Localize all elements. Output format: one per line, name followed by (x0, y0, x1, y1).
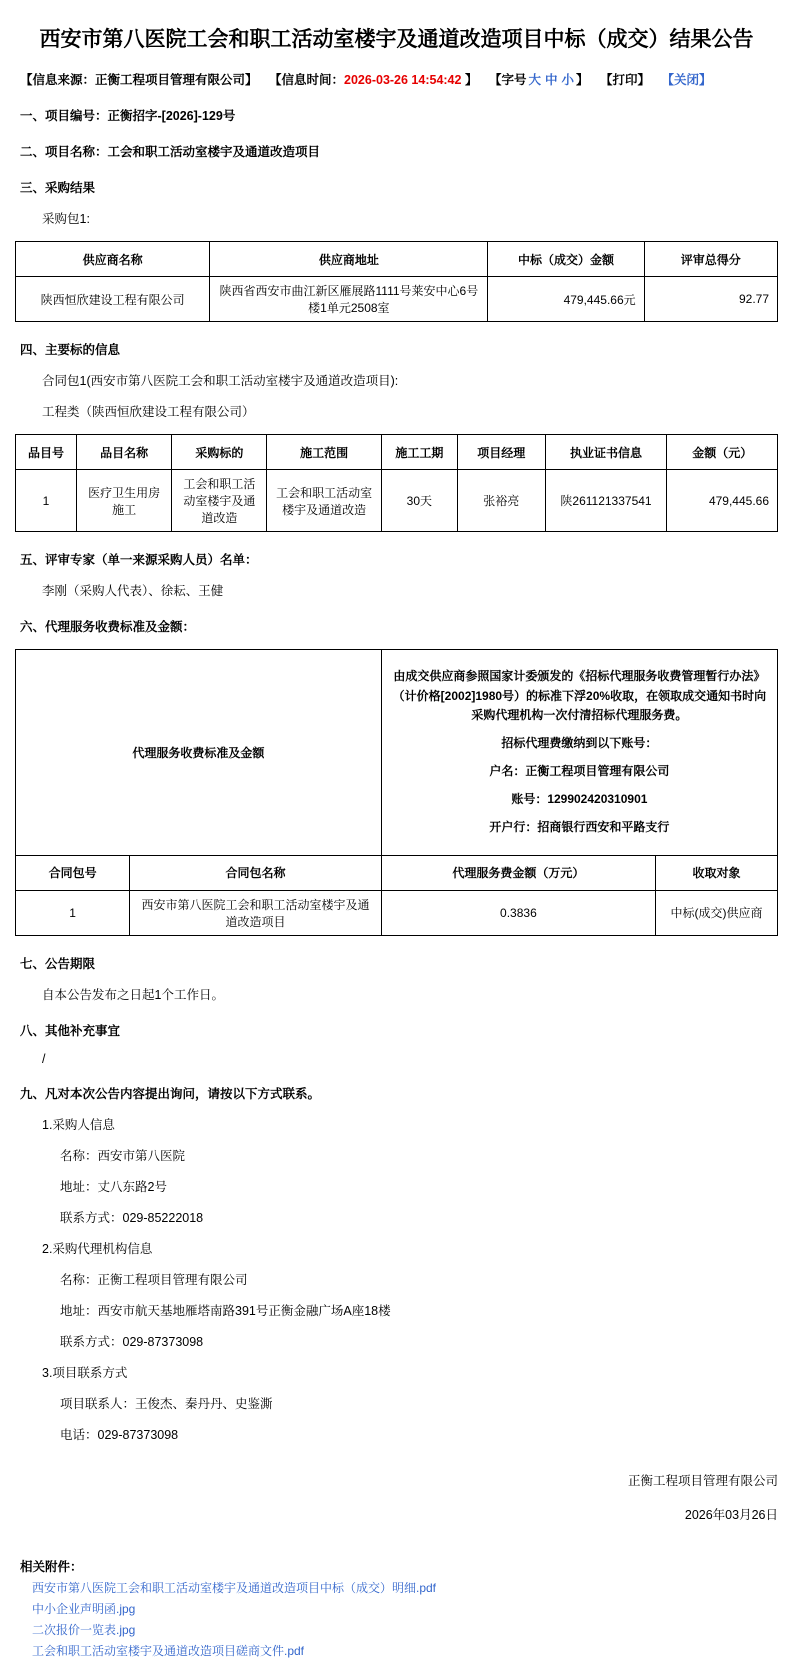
fee-notice-cell (381, 650, 777, 855)
subject-cell-manager: 张裕亮 (457, 470, 545, 532)
purchaser-phone: 联系方式：029-85222018 (60, 1210, 204, 1225)
info-time (269, 73, 477, 87)
project-contact-phone: 电话：029-87373098 (60, 1427, 179, 1442)
signature-block (15, 1471, 778, 1523)
result-table-header-row (16, 242, 778, 277)
attachments-block (20, 1557, 778, 1659)
section-1-heading: 一、项目编号：正衡招字-[2026]-129号 (20, 109, 236, 124)
table-row (16, 470, 778, 532)
subject-header-item-no: 品目号 (16, 435, 77, 470)
fontsize-large-button[interactable]: 大 (528, 73, 541, 88)
result-table (15, 241, 778, 322)
subject-cell-item-name: 医疗卫生用房施工 (76, 470, 171, 532)
fontsize-medium-button[interactable]: 中 (544, 73, 558, 88)
project-contact-title: 3.项目联系方式 (42, 1365, 128, 1380)
subject-header-procurement-subject: 采购标的 (172, 435, 267, 470)
fee-notice-row (16, 650, 778, 855)
section-4-heading: 四、主要标的信息 (20, 343, 121, 358)
fee-table (15, 649, 778, 935)
section-9-heading: 九、凡对本次公告内容提出询问，请按以下方式联系。 (20, 1086, 321, 1101)
fee-header-payer: 收取对象 (656, 855, 778, 890)
announcement-page (0, 26, 793, 1659)
result-header-score: 评审总得分 (644, 242, 777, 277)
result-cell-award-amount: 479,445.66元 (488, 277, 644, 322)
signature-date: 2026年03月26日 (684, 1507, 778, 1522)
info-time-value: 2026-03-26 14:54:42 (344, 73, 462, 88)
attachment-link-second-quote-list-jpg[interactable]: 二次报价一览表.jpg (32, 1622, 136, 1637)
agency-info-title: 2.采购代理机构信息 (42, 1241, 153, 1256)
subject-cell-procurement-subject: 工会和职工活动室楼宇及通道改造 (172, 470, 267, 532)
fee-header-package-name: 合同包名称 (130, 855, 381, 890)
subject-header-manager: 项目经理 (457, 435, 545, 470)
section-8-heading: 八、其他补充事宜 (20, 1023, 121, 1038)
notice-period-text: 自本公告发布之日起1个工作日。 (42, 987, 224, 1002)
purchaser-name: 名称：西安市第八医院 (60, 1148, 186, 1163)
fee-account-number: 账号：129902420310901 (511, 792, 648, 807)
info-time-suffix: 】 (464, 73, 478, 88)
result-header-supplier-name: 供应商名称 (16, 242, 210, 277)
subject-header-duration: 施工工期 (381, 435, 457, 470)
table-row (16, 890, 778, 935)
contract-package-line: 合同包1(西安市第八医院工会和职工活动室楼宇及通道改造项目): (42, 374, 399, 389)
result-header-supplier-address: 供应商地址 (210, 242, 488, 277)
fee-standard-label: 代理服务收费标准及金额 (16, 650, 382, 855)
signature-company: 正衡工程项目管理有限公司 (627, 1473, 778, 1488)
fee-cell-payer: 中标(成交)供应商 (656, 890, 778, 935)
fee-cell-package-name: 西安市第八医院工会和职工活动室楼宇及通道改造项目 (130, 890, 381, 935)
result-cell-supplier-address: 陕西省西安市曲江新区雁展路1111号莱安中心6号楼1单元2508室 (210, 277, 488, 322)
fontsize-small-button[interactable]: 小 (561, 73, 575, 88)
result-cell-score: 92.77 (644, 277, 777, 322)
subject-header-certificate: 执业证书信息 (545, 435, 667, 470)
package-label: 采购包1: (42, 212, 90, 227)
fee-notice-paragraph: 由成交供应商参照国家计委颁发的《招标代理服务收费管理暂行办法》（计价格[2002]1980号）的标准下浮20%收取，在领取成交通知书时向采购代理机构一次付清招标代理服务费。 (392, 669, 767, 722)
section-3-heading: 三、采购结果 (20, 181, 96, 196)
subject-table-header-row (16, 435, 778, 470)
fontsize-prefix: 【字号 (488, 73, 527, 88)
info-time-prefix: 【信息时间： (269, 73, 345, 88)
table-row (16, 277, 778, 322)
result-header-award-amount: 中标（成交）金额 (488, 242, 644, 277)
fee-account-intro: 招标代理费缴纳到以下账号： (501, 735, 658, 750)
section-5-heading: 五、评审专家（单一来源采购人员）名单： (20, 553, 258, 568)
fee-table-header-row (16, 855, 778, 890)
fee-header-fee-amount: 代理服务费金额（万元） (381, 855, 655, 890)
attachments-title: 相关附件： (20, 1559, 83, 1574)
attachment-link-sme-declaration-jpg[interactable]: 中小企业声明函.jpg (32, 1601, 136, 1616)
subject-cell-duration: 30天 (381, 470, 457, 532)
supplementary-text: / (42, 1051, 46, 1066)
agency-name: 名称：正衡工程项目管理有限公司 (60, 1272, 248, 1287)
subject-header-amount: 金额（元） (667, 435, 778, 470)
project-contact-persons: 项目联系人：王俊杰、秦丹丹、史鉴澌 (60, 1396, 273, 1411)
subject-table (15, 434, 778, 532)
subject-header-scope: 施工范围 (267, 435, 381, 470)
fee-cell-package-no: 1 (16, 890, 130, 935)
subject-header-item-name: 品目名称 (76, 435, 171, 470)
expert-list: 李刚（采购人代表）、徐耘、王健 (42, 584, 224, 599)
section-7-heading: 七、公告期限 (20, 956, 96, 971)
fontsize-suffix: 】 (576, 73, 589, 88)
fee-account-holder: 户名：正衡工程项目管理有限公司 (489, 764, 670, 779)
info-source: 【信息来源：正衡工程项目管理有限公司】 (20, 73, 258, 88)
subject-cell-amount: 479,445.66 (667, 470, 778, 532)
attachment-link-award-detail-pdf[interactable]: 西安市第八医院工会和职工活动室楼宇及通道改造项目中标（成交）明细.pdf (32, 1580, 437, 1595)
subject-cell-certificate: 陕261121337541 (545, 470, 667, 532)
purchaser-address: 地址：丈八东路2号 (60, 1179, 167, 1194)
subject-cell-scope: 工会和职工活动室楼宇及通道改造 (267, 470, 381, 532)
result-cell-supplier-name: 陕西恒欣建设工程有限公司 (16, 277, 210, 322)
fontsize-control (489, 73, 589, 87)
agency-phone: 联系方式：029-87373098 (60, 1334, 204, 1349)
section-2-heading: 二、项目名称：工会和职工活动室楼宇及通道改造项目 (20, 145, 321, 160)
fee-cell-fee-amount: 0.3836 (381, 890, 655, 935)
purchaser-info-title: 1.采购人信息 (42, 1117, 115, 1132)
category-line: 工程类（陕西恒欣建设工程有限公司） (42, 405, 255, 420)
meta-bar (20, 70, 778, 88)
subject-cell-item-no: 1 (16, 470, 77, 532)
fee-account-bank: 开户行：招商银行西安和平路支行 (489, 820, 670, 835)
page-title: 西安市第八医院工会和职工活动室楼宇及通道改造项目中标（成交）结果公告 (39, 28, 754, 51)
attachment-link-negotiation-document-pdf[interactable]: 工会和职工活动室楼宇及通道改造项目磋商文件.pdf (32, 1643, 305, 1658)
fee-header-package-no: 合同包号 (16, 855, 130, 890)
close-button[interactable]: 【关闭】 (661, 73, 712, 88)
section-6-heading: 六、代理服务收费标准及金额： (20, 620, 196, 635)
print-button[interactable]: 【打印】 (600, 73, 651, 88)
agency-address: 地址：西安市航天基地雁塔南路391号正衡金融广场A座18楼 (60, 1303, 391, 1318)
